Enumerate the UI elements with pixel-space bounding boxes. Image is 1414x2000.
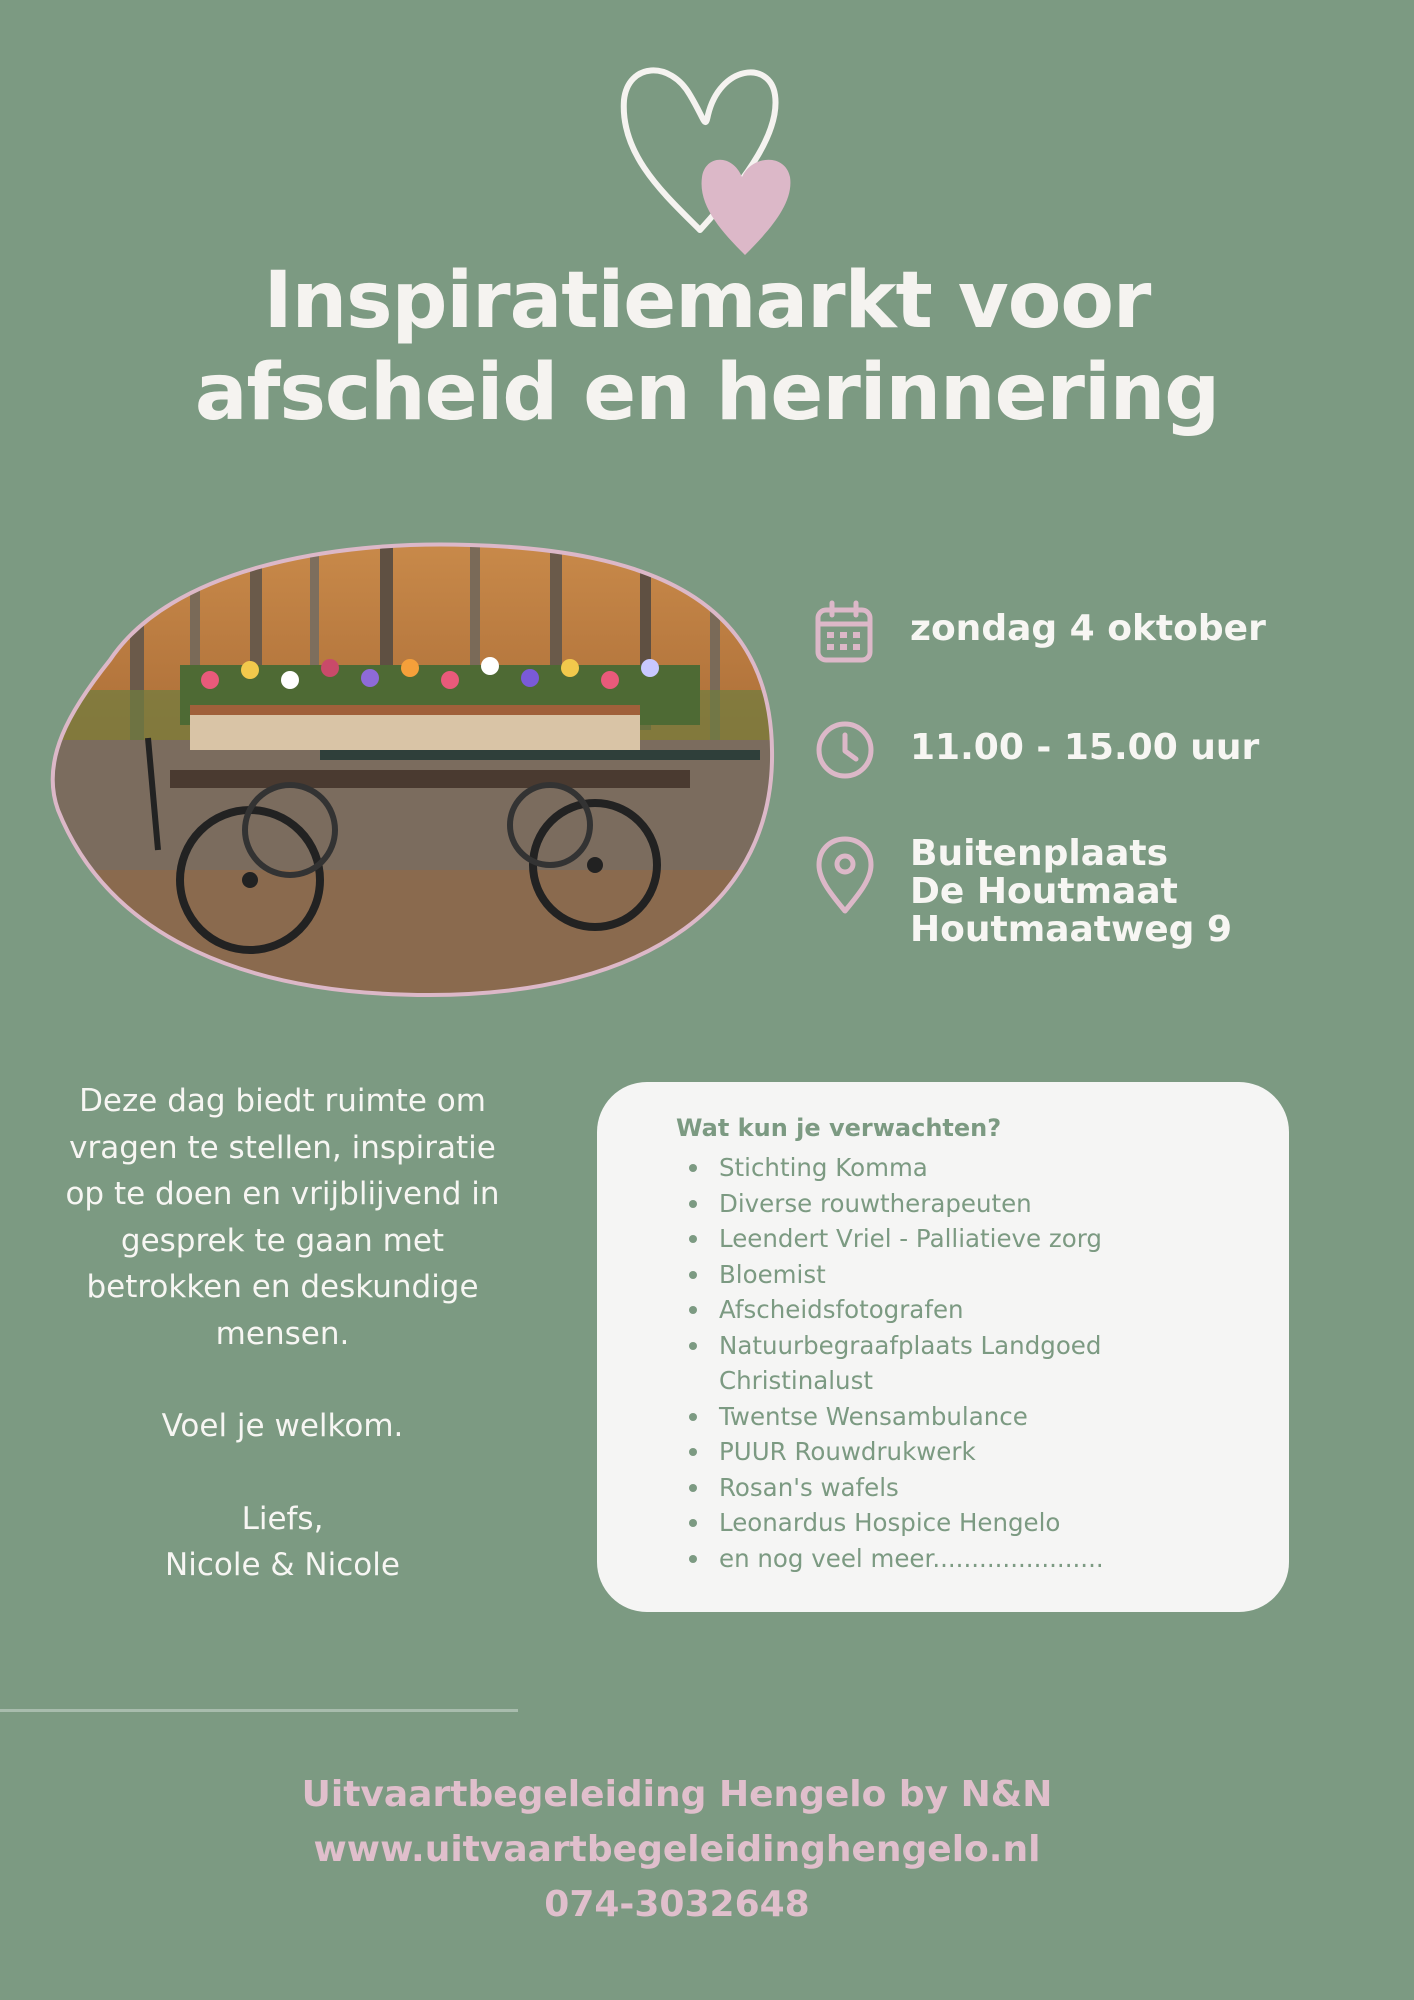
flower-cart-photo	[50, 540, 780, 1000]
intro-text	[60, 1078, 505, 1589]
page-title	[0, 255, 1414, 439]
event-location	[810, 835, 1232, 949]
list-item: Rosan's wafels	[676, 1470, 1236, 1506]
footer	[0, 1767, 1354, 1932]
list-item: Diverse rouwtherapeuten	[676, 1186, 1236, 1222]
expectations-card	[597, 1082, 1289, 1612]
intro-paragraph: Deze dag biedt ruimte om vragen te stellen, inspiratie op te doen en vrijblijvend in gesprek te gaan met betrokken en deskundige mensen.	[65, 1083, 500, 1352]
welcome-text: Voel je welkom.	[161, 1408, 404, 1444]
list-item: Natuurbegraafplaats Landgoed Christinalust	[676, 1328, 1236, 1399]
list-item: Afscheidsfotografen	[676, 1292, 1236, 1328]
expectations-list	[676, 1150, 1236, 1576]
signature-text: Nicole & Nicole	[165, 1547, 400, 1583]
list-item: Leendert Vriel - Palliatieve zorg	[676, 1221, 1236, 1257]
date-text: zondag 4 oktober	[910, 608, 1266, 649]
map-pin-icon	[810, 835, 880, 905]
title-line-2: afscheid en herinnering	[194, 348, 1220, 438]
event-time	[810, 715, 1259, 785]
website-link[interactable]: www.uitvaartbegeleidinghengelo.nl	[313, 1829, 1041, 1870]
list-item: PUUR Rouwdrukwerk	[676, 1434, 1236, 1470]
location-line-2: De Houtmaat	[910, 871, 1178, 912]
list-item: Stichting Komma	[676, 1150, 1236, 1186]
calendar-icon	[810, 598, 880, 668]
list-item: en nog veel meer......................	[676, 1541, 1236, 1577]
list-item: Twentse Wensambulance	[676, 1399, 1236, 1435]
location-line-3: Houtmaatweg 9	[910, 909, 1233, 950]
closing-text: Liefs,	[241, 1500, 324, 1537]
card-heading: Wat kun je verwachten?	[676, 1114, 1002, 1142]
list-item: Bloemist	[676, 1257, 1236, 1293]
location-text	[910, 835, 1232, 949]
two-hearts-icon	[610, 55, 810, 265]
clock-icon	[810, 715, 880, 785]
event-date	[810, 598, 1266, 668]
phone-number[interactable]: 074-3032648	[544, 1884, 810, 1925]
time-text: 11.00 - 15.00 uur	[910, 727, 1260, 768]
list-item: Leonardus Hospice Hengelo	[676, 1505, 1236, 1541]
divider	[0, 1709, 518, 1712]
location-line-1: Buitenplaats	[910, 833, 1168, 874]
company-name: Uitvaartbegeleiding Hengelo by N&N	[301, 1774, 1053, 1815]
title-line-1: Inspiratiemarkt voor	[263, 256, 1151, 346]
